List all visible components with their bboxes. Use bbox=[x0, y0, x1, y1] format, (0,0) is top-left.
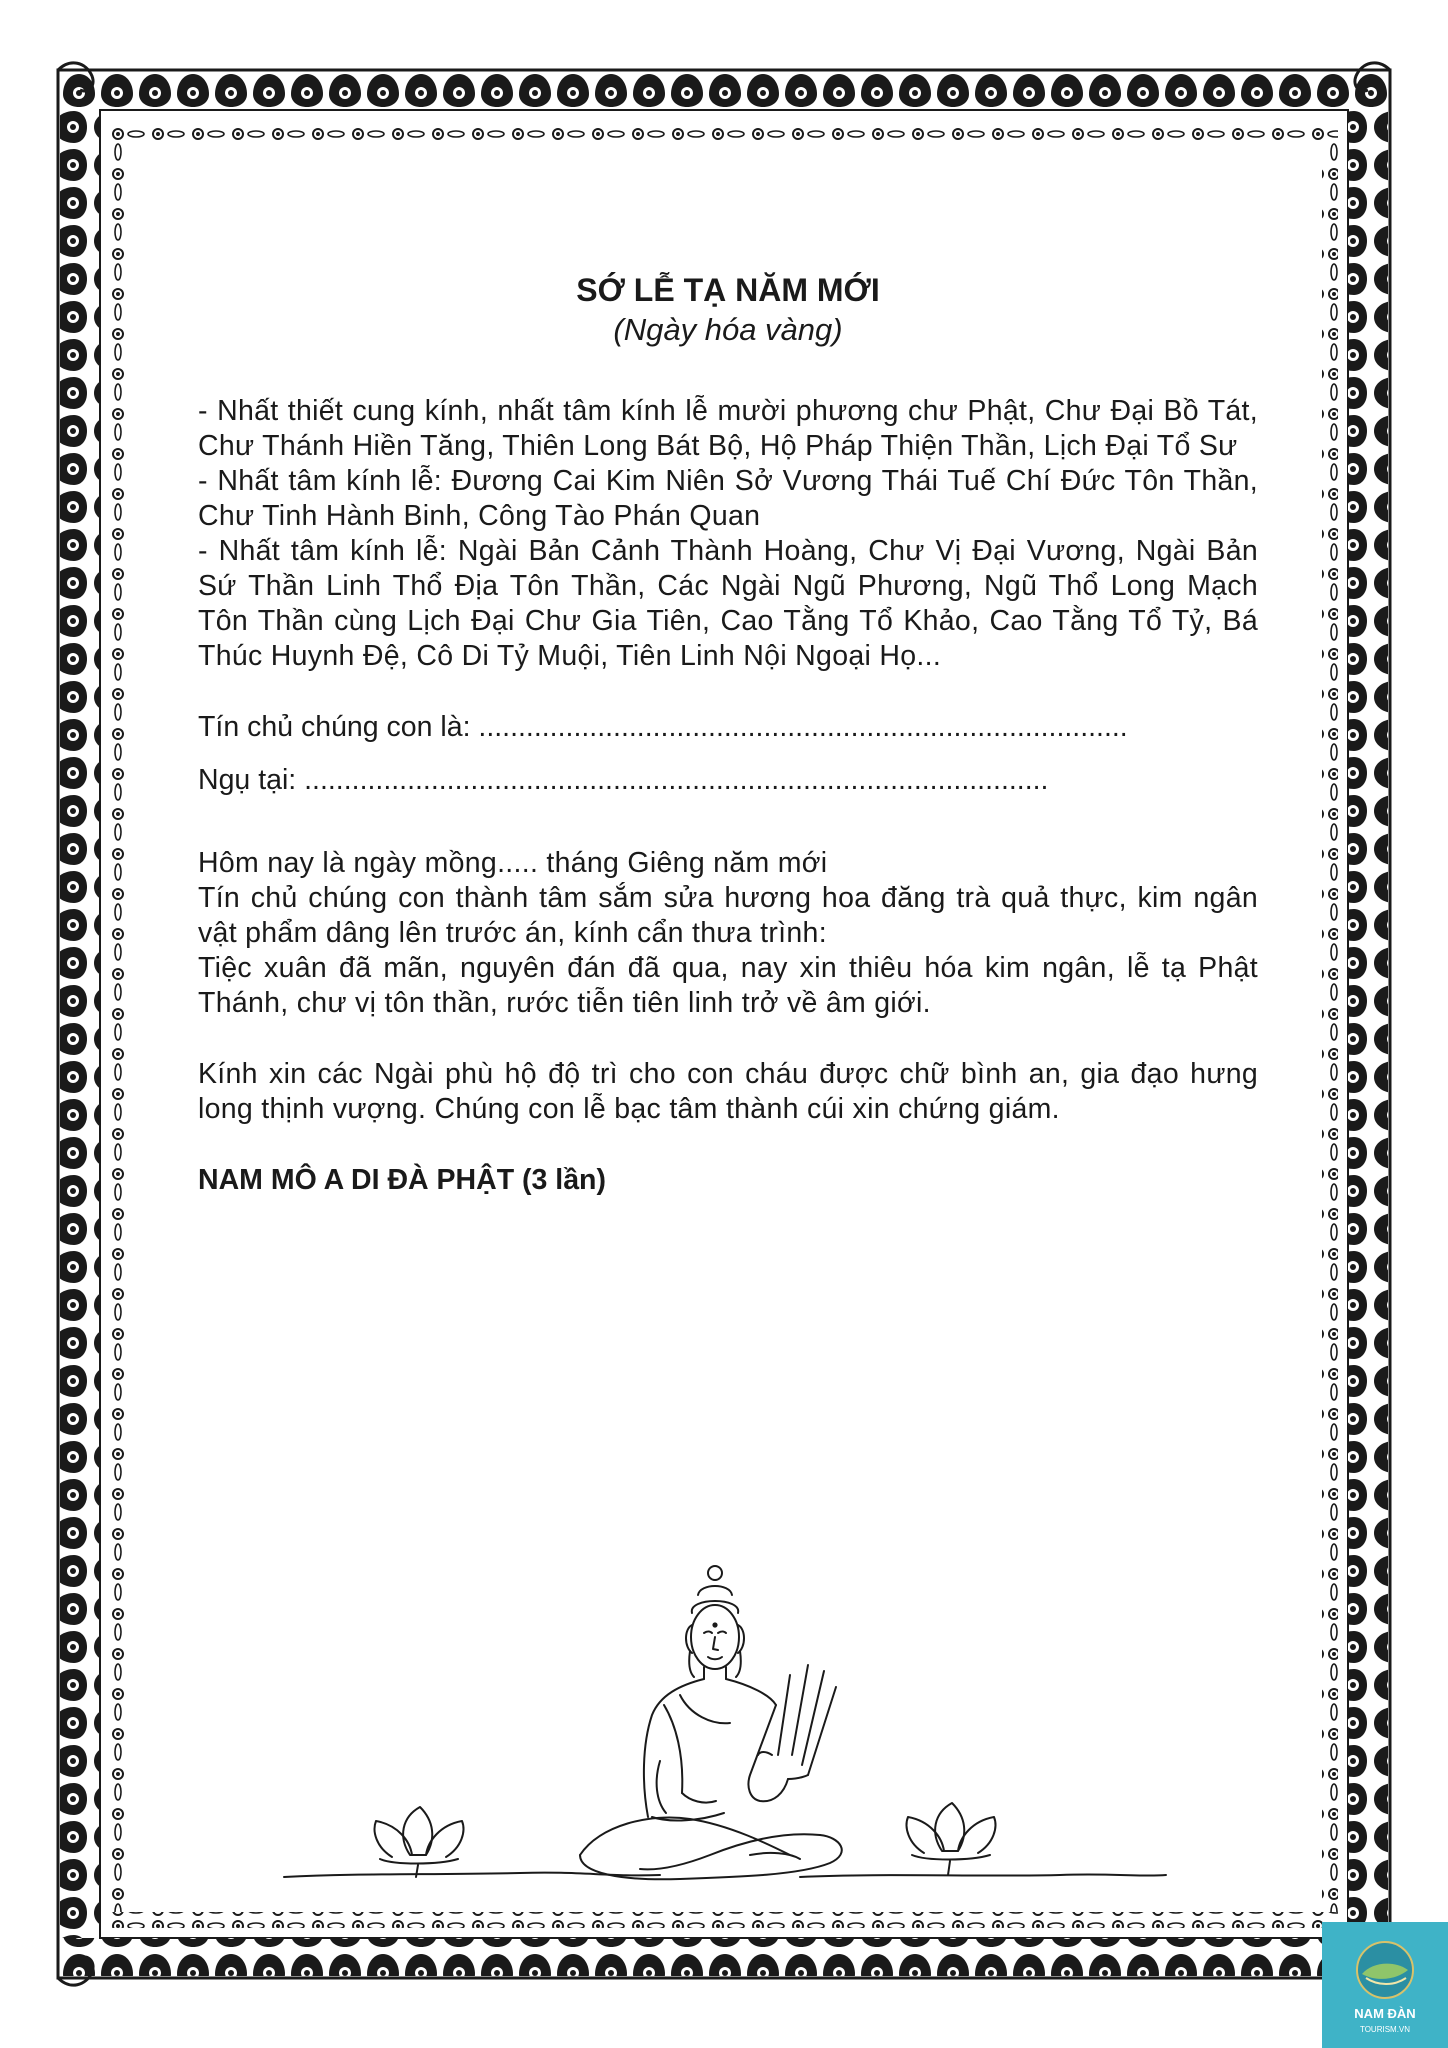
document-title: SỚ LỄ TẠ NĂM MỚI bbox=[576, 272, 880, 308]
invocation-1: - Nhất thiết cung kính, nhất tâm kính lễ mười phương chư Phật, Chư Đại Bồ Tát, Chư Thánh Hiền Tăng, Thiên Long Bát Bộ, Hộ Pháp Thiện Thần, Lịch Đại Tổ Sư bbox=[198, 395, 1258, 462]
chant-line: NAM MÔ A DI ĐÀ PHẬT (3 lần) bbox=[198, 1164, 606, 1196]
closing-paragraph: Kính xin các Ngài phù hộ độ trì cho con cháu được chữ bình an, gia đạo hưng long thịnh vượng. Chúng con lễ bạc tâm thành cúi xin chứng giám. bbox=[198, 1058, 1258, 1125]
logo-name: NAM ĐÀN bbox=[1354, 2006, 1416, 2021]
nam-dan-tourism-logo bbox=[1322, 1922, 1448, 2048]
tin-chu-field: Tín chủ chúng con là: .................................................................................. bbox=[198, 711, 1128, 743]
document-subtitle: (Ngày hóa vàng) bbox=[613, 312, 843, 347]
invocation-2: - Nhất tâm kính lễ: Đương Cai Kim Niên Sở Vương Thái Tuế Chí Đức Tôn Thần, Chư Tinh Hành Binh, Công Tào Phán Quan bbox=[198, 465, 1258, 532]
body-line-3: Tiệc xuân đã mãn, nguyên đán đã qua, nay xin thiêu hóa kim ngân, lễ tạ Phật Thánh, chư vị tôn thần, rước tiễn tiên linh trở về âm giới. bbox=[198, 952, 1258, 1019]
body-line-1: Hôm nay là ngày mồng..... tháng Giêng năm mới bbox=[198, 847, 828, 879]
invocation-3: - Nhất tâm kính lễ: Ngài Bản Cảnh Thành Hoàng, Chư Vị Đại Vương, Ngài Bản Sứ Thần Linh Thổ Địa Tôn Thần, Các Ngài Ngũ Phương, Ngũ Thổ Long Mạch Tôn Thần cùng Lịch Đại Chư Gia Tiên, Cao Tằng Tổ Khảo, Cao Tằng Tổ Tỷ, Bá Thúc Huynh Đệ, Cô Di Tỷ Muội, Tiên Linh Nội Ngoại Họ... bbox=[198, 535, 1258, 672]
buddha-illustration bbox=[280, 1555, 1170, 1895]
document-body bbox=[198, 270, 1258, 1198]
logo-sub: TOURISM.VN bbox=[1359, 2025, 1411, 2034]
body-line-2: Tín chủ chúng con thành tâm sắm sửa hương hoa đăng trà quả thực, kim ngân vật phẩm dâng lên trước án, kính cẩn thưa trình: bbox=[198, 882, 1258, 949]
ngu-tai-field: Ngụ tại: .............................................................................................. bbox=[198, 764, 1049, 796]
